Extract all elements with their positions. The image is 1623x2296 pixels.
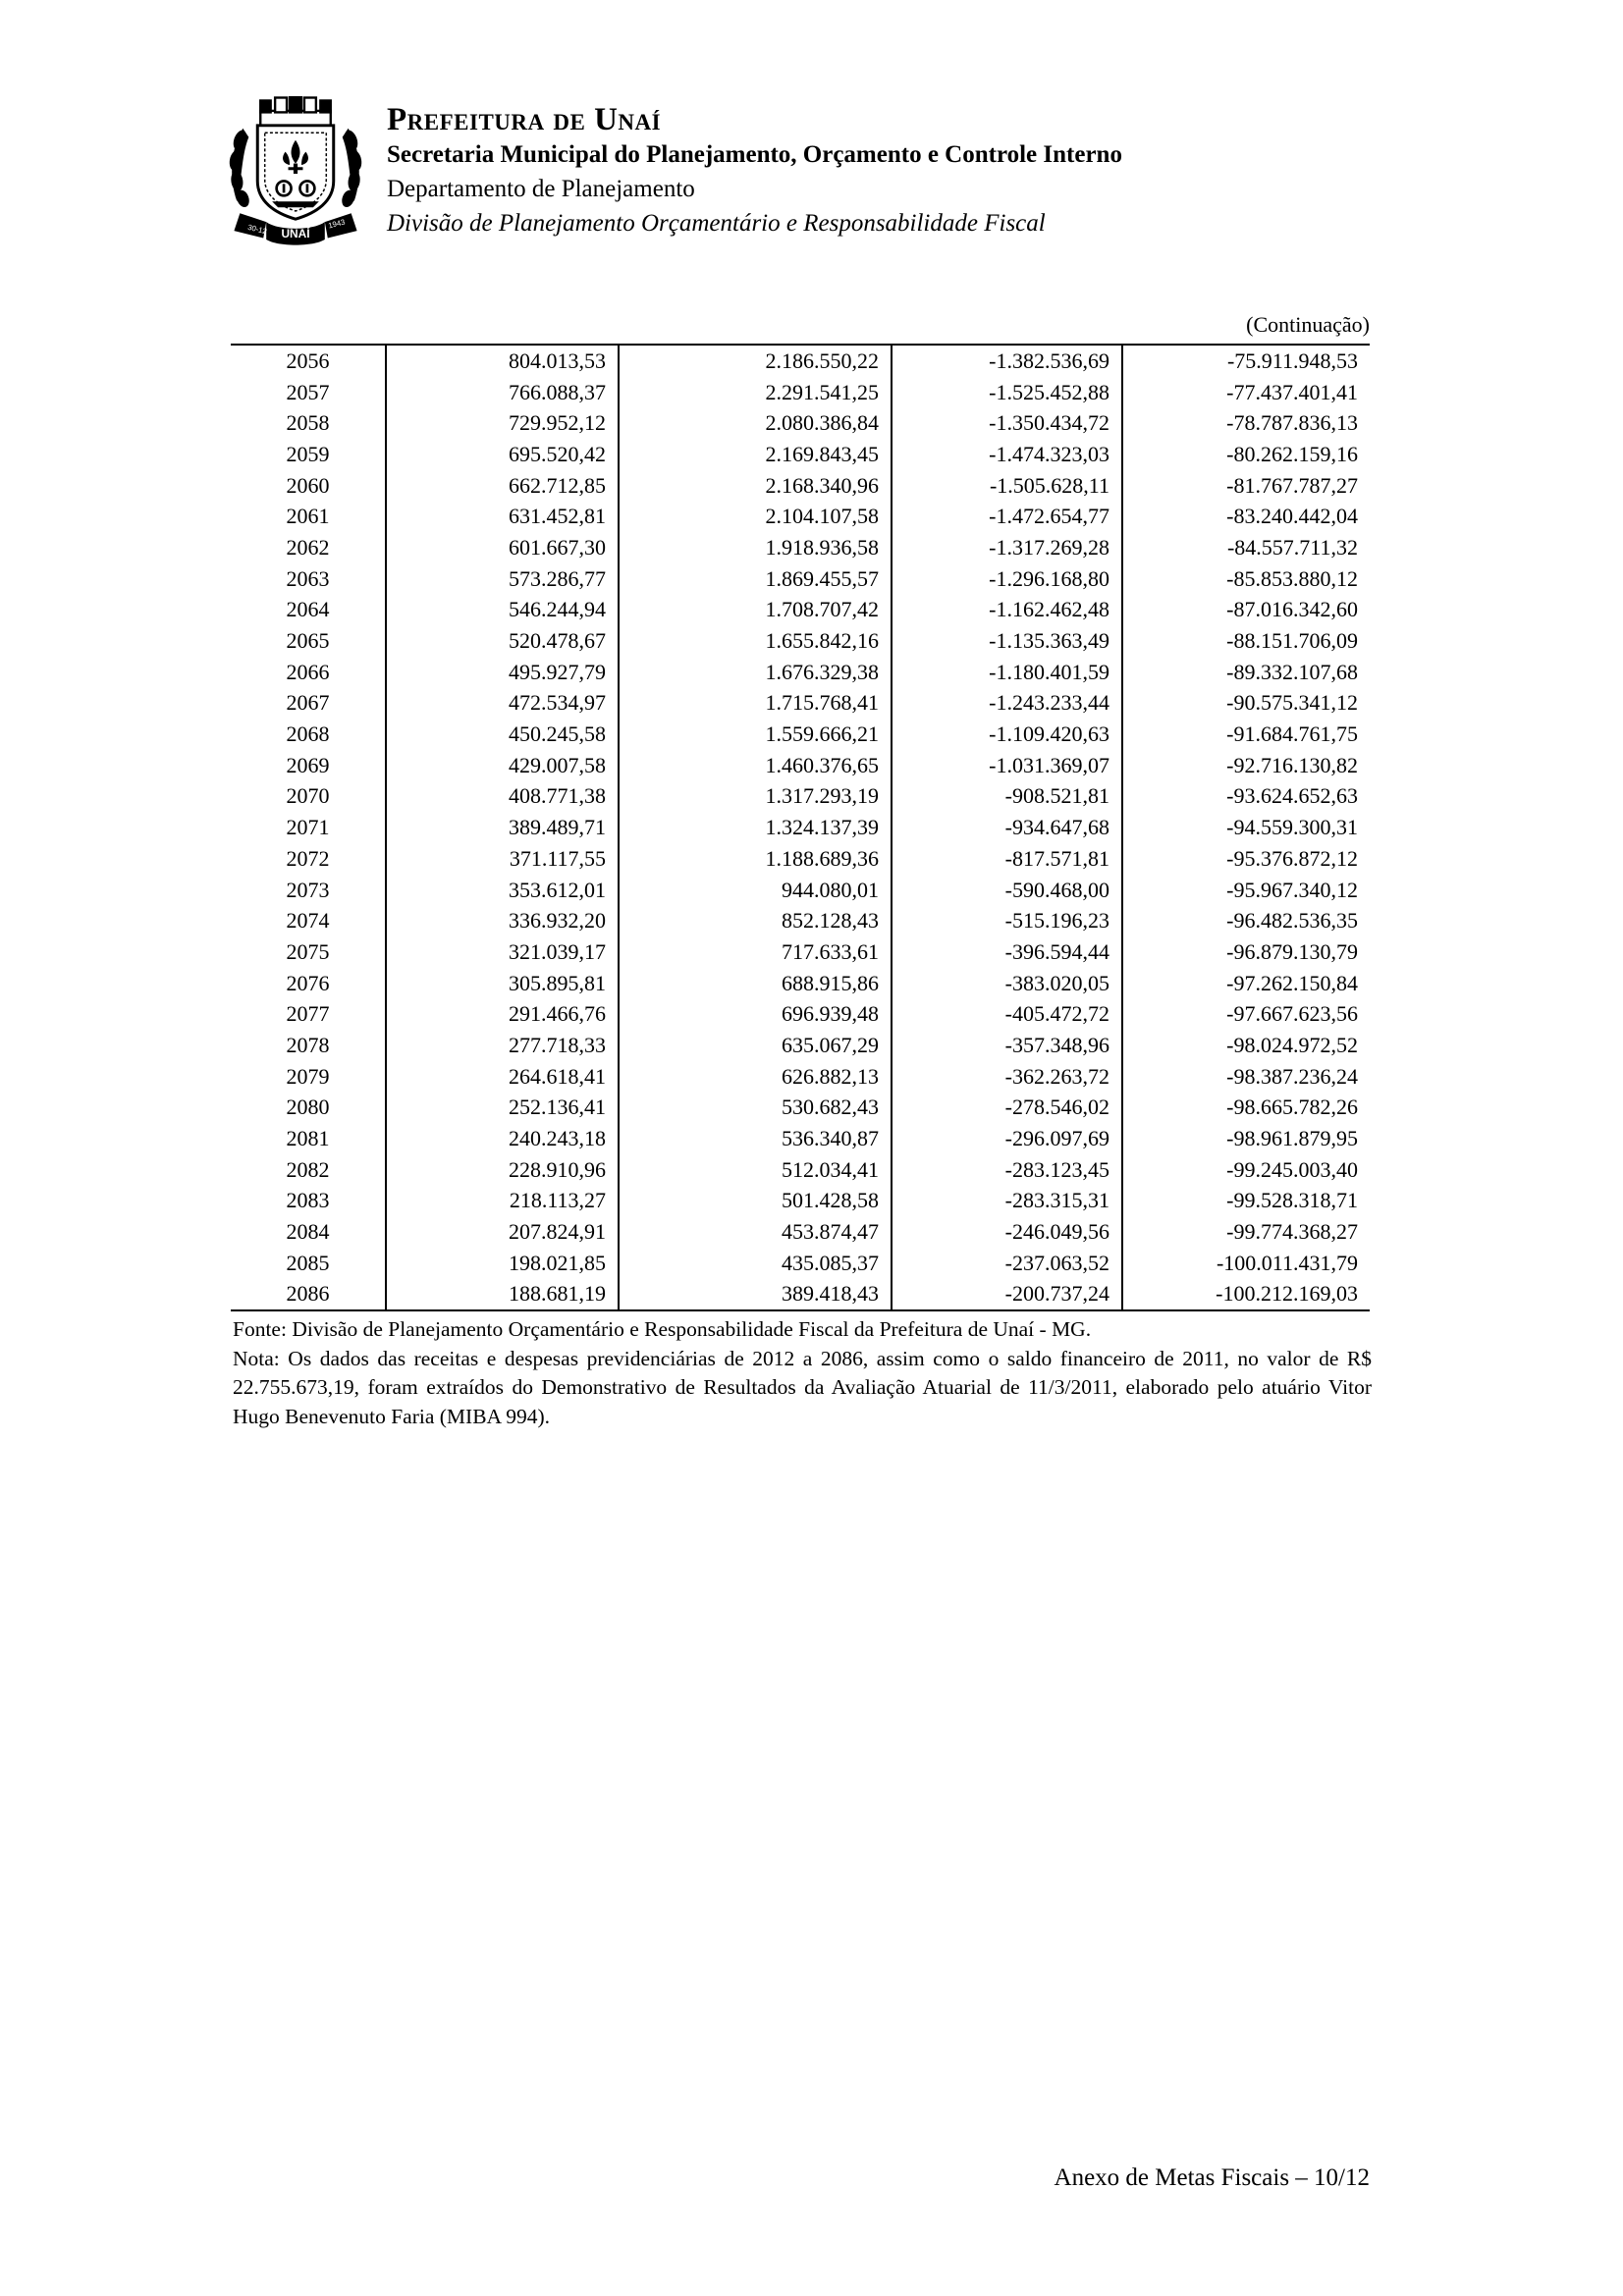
value-cell: 631.452,81: [386, 501, 619, 532]
year-cell: 2071: [286, 815, 330, 840]
value-cell: -405.472,72: [892, 998, 1122, 1030]
value-cell: 218.113,27: [386, 1186, 619, 1217]
value-cell: 1.655.842,16: [619, 625, 892, 657]
value-cell: -81.767.787,27: [1122, 470, 1370, 502]
table-row: [231, 625, 1370, 657]
value-cell: 2.080.386,84: [619, 407, 892, 439]
value-cell: -362.263,72: [892, 1061, 1122, 1093]
value-cell: 601.667,30: [386, 532, 619, 563]
value-cell: 530.682,43: [619, 1093, 892, 1124]
year-cell: 2065: [286, 628, 330, 654]
table-row: [231, 968, 1370, 999]
table-row: [231, 532, 1370, 563]
value-cell: -383.020,05: [892, 968, 1122, 999]
value-cell: 277.718,33: [386, 1030, 619, 1061]
value-cell: 1.460.376,65: [619, 750, 892, 781]
value-cell: -95.967.340,12: [1122, 875, 1370, 906]
year-cell: 2056: [286, 347, 330, 373]
value-cell: 336.932,20: [386, 905, 619, 936]
value-cell: 495.927,79: [386, 657, 619, 688]
value-cell: -100.011.431,79: [1122, 1248, 1370, 1279]
table-row: [231, 407, 1370, 439]
value-cell: -88.151.706,09: [1122, 625, 1370, 657]
table-row: [231, 936, 1370, 968]
table-row: [231, 843, 1370, 875]
year-cell: 2062: [286, 534, 330, 560]
value-cell: -283.123,45: [892, 1154, 1122, 1186]
value-cell: -77.437.401,41: [1122, 377, 1370, 408]
value-cell: 305.895,81: [386, 968, 619, 999]
year-cell: 2058: [286, 410, 330, 436]
value-cell: -97.667.623,56: [1122, 998, 1370, 1030]
value-cell: 1.324.137,39: [619, 812, 892, 843]
letterhead: [222, 96, 1122, 245]
value-cell: -1.296.168,80: [892, 563, 1122, 595]
table-row: [231, 688, 1370, 720]
value-cell: 717.633,61: [619, 936, 892, 968]
value-cell: 804.013,53: [386, 345, 619, 377]
value-cell: 472.534,97: [386, 688, 619, 720]
value-cell: 1.317.293,19: [619, 781, 892, 813]
table-row: [231, 1030, 1370, 1061]
value-cell: 626.882,13: [619, 1061, 892, 1093]
year-cell: 2072: [286, 845, 330, 871]
value-cell: 1.708.707,42: [619, 595, 892, 626]
year-cell: 2086: [286, 1281, 330, 1307]
value-cell: -590.468,00: [892, 875, 1122, 906]
value-cell: -200.737,24: [892, 1279, 1122, 1311]
value-cell: -1.243.233,44: [892, 688, 1122, 720]
coat-of-arms-icon: [222, 96, 369, 245]
fonte-note: Fonte: Divisão de Planejamento Orçamentário e Responsabilidade Fiscal da Prefeitura de Unaí - MG.: [233, 1317, 1092, 1341]
table-row: [231, 439, 1370, 470]
value-cell: -96.482.536,35: [1122, 905, 1370, 936]
value-cell: -87.016.342,60: [1122, 595, 1370, 626]
value-cell: 696.939,48: [619, 998, 892, 1030]
value-cell: 520.478,67: [386, 625, 619, 657]
value-cell: -93.624.652,63: [1122, 781, 1370, 813]
table-row: [231, 781, 1370, 813]
logo-banner-left-text: 30-12: [246, 222, 268, 237]
year-cell: 2073: [286, 877, 330, 902]
value-cell: 1.715.768,41: [619, 688, 892, 720]
value-cell: -80.262.159,16: [1122, 439, 1370, 470]
value-cell: -99.245.003,40: [1122, 1154, 1370, 1186]
org-title: Prefeitura de Unaí: [387, 102, 662, 137]
year-cell: 2060: [286, 472, 330, 498]
value-cell: -1.382.536,69: [892, 345, 1122, 377]
letterhead-text: [387, 96, 1122, 240]
value-cell: -1.474.323,03: [892, 439, 1122, 470]
logo-banner-center-text: UNAÍ: [281, 226, 310, 240]
table-row: [231, 719, 1370, 750]
logo-banner-right-text: 1943: [327, 217, 347, 231]
value-cell: -1.162.462,48: [892, 595, 1122, 626]
value-cell: -92.716.130,82: [1122, 750, 1370, 781]
page-footer-label: Anexo de Metas Fiscais – 10/12: [1054, 2164, 1370, 2191]
value-cell: -817.571,81: [892, 843, 1122, 875]
table-row: [231, 470, 1370, 502]
value-cell: -1.109.420,63: [892, 719, 1122, 750]
year-cell: 2063: [286, 565, 330, 591]
year-cell: 2085: [286, 1250, 330, 1275]
value-cell: -89.332.107,68: [1122, 657, 1370, 688]
table-row: [231, 1123, 1370, 1154]
value-cell: 2.291.541,25: [619, 377, 892, 408]
value-cell: -1.505.628,11: [892, 470, 1122, 502]
continuation-label: (Continuação): [1246, 312, 1370, 337]
year-cell: 2068: [286, 721, 330, 747]
value-cell: -908.521,81: [892, 781, 1122, 813]
table-row: [231, 905, 1370, 936]
value-cell: -1.180.401,59: [892, 657, 1122, 688]
value-cell: 2.104.107,58: [619, 501, 892, 532]
value-cell: -96.879.130,79: [1122, 936, 1370, 968]
org-divisao-line: Divisão de Planejamento Orçamentário e Responsabilidade Fiscal: [387, 210, 1046, 237]
value-cell: 291.466,76: [386, 998, 619, 1030]
table-row: [231, 1279, 1370, 1311]
value-cell: 944.080,01: [619, 875, 892, 906]
year-cell: 2074: [286, 908, 330, 934]
value-cell: 635.067,29: [619, 1030, 892, 1061]
value-cell: 501.428,58: [619, 1186, 892, 1217]
table-row: [231, 345, 1370, 377]
table-row: [231, 1216, 1370, 1248]
year-cell: 2066: [286, 659, 330, 684]
value-cell: 852.128,43: [619, 905, 892, 936]
value-cell: 353.612,01: [386, 875, 619, 906]
value-cell: -1.350.434,72: [892, 407, 1122, 439]
value-cell: 429.007,58: [386, 750, 619, 781]
year-cell: 2064: [286, 597, 330, 622]
year-cell: 2081: [286, 1126, 330, 1151]
year-cell: 2057: [286, 379, 330, 404]
value-cell: -100.212.169,03: [1122, 1279, 1370, 1311]
value-cell: -934.647,68: [892, 812, 1122, 843]
value-cell: -83.240.442,04: [1122, 501, 1370, 532]
value-cell: -98.961.879,95: [1122, 1123, 1370, 1154]
table-row: [231, 595, 1370, 626]
table-row: [231, 812, 1370, 843]
table-row: [231, 875, 1370, 906]
year-cell: 2084: [286, 1219, 330, 1245]
year-cell: 2078: [286, 1032, 330, 1057]
value-cell: 450.245,58: [386, 719, 619, 750]
value-cell: 321.039,17: [386, 936, 619, 968]
nota-note: Nota: Os dados das receitas e despesas previdenciárias de 2012 a 2086, assim como o saldo financeiro de 2011, no valor de R$ 22.755.673,19, foram extraídos do Demonstrativo de Resultados da Avaliação Atuarial de 11/3/2011, elaborado pelo atuário Vitor Hugo Benevenuto Faria (MIBA 994).: [233, 1346, 1372, 1428]
value-cell: 389.418,43: [619, 1279, 892, 1311]
value-cell: -396.594,44: [892, 936, 1122, 968]
year-cell: 2076: [286, 970, 330, 995]
table-row: [231, 563, 1370, 595]
year-cell: 2067: [286, 690, 330, 716]
org-secretaria-line: Secretaria Municipal do Planejamento, Orçamento e Controle Interno: [387, 141, 1122, 168]
financial-table-container: [231, 344, 1370, 1311]
value-cell: -95.376.872,12: [1122, 843, 1370, 875]
value-cell: 536.340,87: [619, 1123, 892, 1154]
value-cell: 546.244,94: [386, 595, 619, 626]
value-cell: 695.520,42: [386, 439, 619, 470]
value-cell: 198.021,85: [386, 1248, 619, 1279]
value-cell: 1.676.329,38: [619, 657, 892, 688]
year-cell: 2080: [286, 1095, 330, 1120]
table-notes: [233, 1315, 1372, 1431]
value-cell: 1.188.689,36: [619, 843, 892, 875]
value-cell: 512.034,41: [619, 1154, 892, 1186]
table-row: [231, 377, 1370, 408]
year-cell: 2069: [286, 752, 330, 777]
year-cell: 2070: [286, 783, 330, 809]
table-row: [231, 1186, 1370, 1217]
value-cell: 1.918.936,58: [619, 532, 892, 563]
value-cell: -296.097,69: [892, 1123, 1122, 1154]
year-cell: 2083: [286, 1188, 330, 1213]
value-cell: 240.243,18: [386, 1123, 619, 1154]
year-cell: 2059: [286, 441, 330, 466]
value-cell: 1.869.455,57: [619, 563, 892, 595]
org-departamento-line: Departamento de Planejamento: [387, 176, 695, 202]
value-cell: -1.317.269,28: [892, 532, 1122, 563]
year-cell: 2079: [286, 1063, 330, 1089]
financial-table-body: [231, 345, 1370, 1310]
value-cell: 389.489,71: [386, 812, 619, 843]
value-cell: -278.546,02: [892, 1093, 1122, 1124]
value-cell: 662.712,85: [386, 470, 619, 502]
value-cell: -98.665.782,26: [1122, 1093, 1370, 1124]
table-row: [231, 1248, 1370, 1279]
value-cell: 207.824,91: [386, 1216, 619, 1248]
value-cell: -85.853.880,12: [1122, 563, 1370, 595]
value-cell: -237.063,52: [892, 1248, 1122, 1279]
value-cell: 729.952,12: [386, 407, 619, 439]
value-cell: -75.911.948,53: [1122, 345, 1370, 377]
value-cell: -357.348,96: [892, 1030, 1122, 1061]
value-cell: -1.031.369,07: [892, 750, 1122, 781]
value-cell: 453.874,47: [619, 1216, 892, 1248]
table-row: [231, 750, 1370, 781]
value-cell: -78.787.836,13: [1122, 407, 1370, 439]
financial-table: [231, 344, 1370, 1311]
value-cell: -99.774.368,27: [1122, 1216, 1370, 1248]
value-cell: 264.618,41: [386, 1061, 619, 1093]
value-cell: 1.559.666,21: [619, 719, 892, 750]
value-cell: 435.085,37: [619, 1248, 892, 1279]
value-cell: -246.049,56: [892, 1216, 1122, 1248]
value-cell: -97.262.150,84: [1122, 968, 1370, 999]
value-cell: 766.088,37: [386, 377, 619, 408]
value-cell: 688.915,86: [619, 968, 892, 999]
table-row: [231, 1093, 1370, 1124]
value-cell: 228.910,96: [386, 1154, 619, 1186]
year-cell: 2082: [286, 1156, 330, 1182]
value-cell: -84.557.711,32: [1122, 532, 1370, 563]
value-cell: 252.136,41: [386, 1093, 619, 1124]
year-cell: 2061: [286, 504, 330, 529]
year-cell: 2077: [286, 1001, 330, 1027]
table-row: [231, 998, 1370, 1030]
value-cell: 408.771,38: [386, 781, 619, 813]
value-cell: -91.684.761,75: [1122, 719, 1370, 750]
value-cell: -1.525.452,88: [892, 377, 1122, 408]
table-row: [231, 1154, 1370, 1186]
value-cell: 371.117,55: [386, 843, 619, 875]
table-row: [231, 501, 1370, 532]
value-cell: -1.135.363,49: [892, 625, 1122, 657]
value-cell: 2.168.340,96: [619, 470, 892, 502]
value-cell: 188.681,19: [386, 1279, 619, 1311]
value-cell: -90.575.341,12: [1122, 688, 1370, 720]
value-cell: -98.387.236,24: [1122, 1061, 1370, 1093]
value-cell: 2.186.550,22: [619, 345, 892, 377]
year-cell: 2075: [286, 938, 330, 964]
value-cell: -98.024.972,52: [1122, 1030, 1370, 1061]
value-cell: -1.472.654,77: [892, 501, 1122, 532]
value-cell: 2.169.843,45: [619, 439, 892, 470]
value-cell: -283.315,31: [892, 1186, 1122, 1217]
value-cell: 573.286,77: [386, 563, 619, 595]
table-row: [231, 1061, 1370, 1093]
value-cell: -515.196,23: [892, 905, 1122, 936]
value-cell: -99.528.318,71: [1122, 1186, 1370, 1217]
value-cell: -94.559.300,31: [1122, 812, 1370, 843]
table-row: [231, 657, 1370, 688]
